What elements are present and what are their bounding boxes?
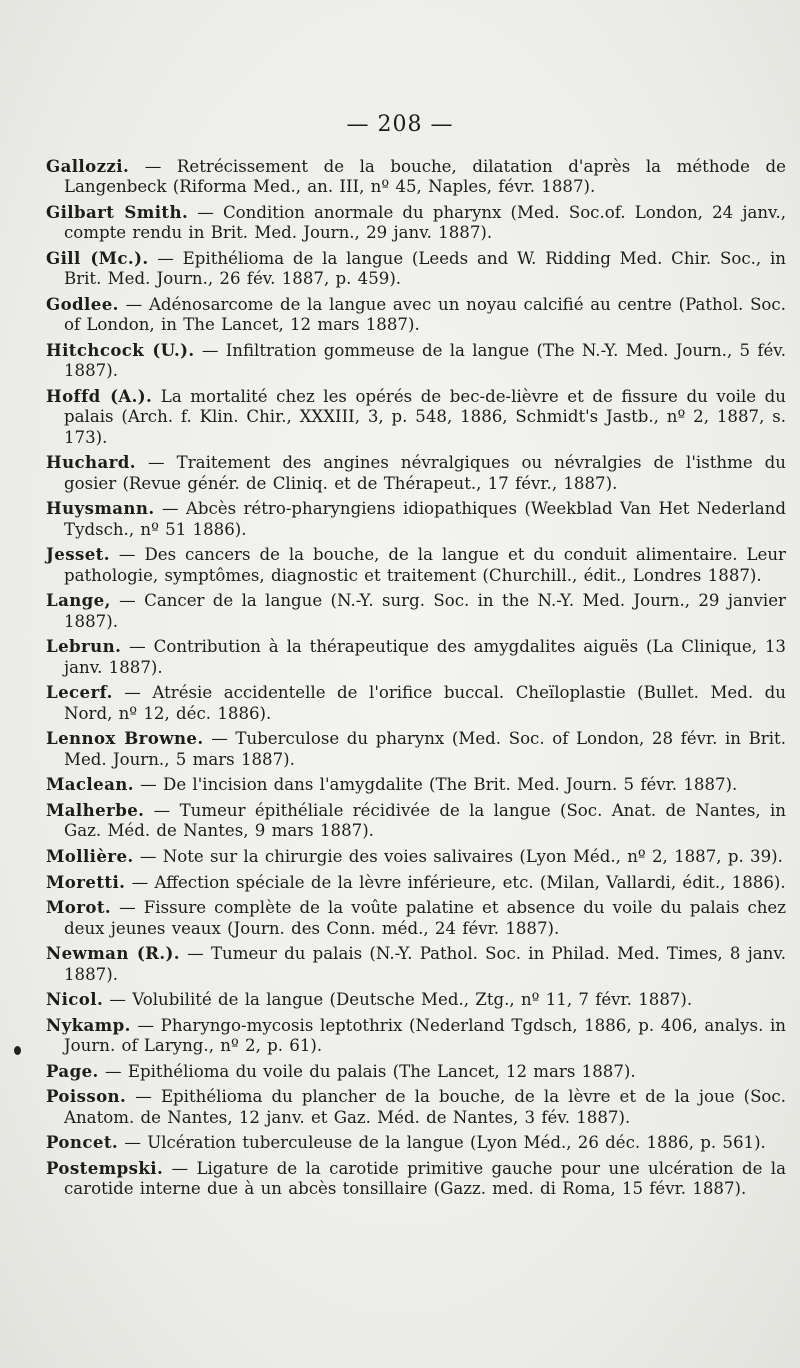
bibliography-entry [46, 498, 786, 540]
entry-text: — Traitement des angines névralgiques ou névralgies de l'isthme du gosier (Revue génér. de Cliniq. et de Thérapeut., 17 févr., 1887). [64, 453, 786, 493]
bibliography-entry [46, 897, 786, 939]
page-number: — 208 — [346, 112, 454, 137]
entry-author: Malherbe. [46, 800, 145, 820]
entry-author: Poisson. [46, 1086, 127, 1107]
bibliography-entry [46, 1086, 786, 1128]
entry-author: Lecerf. [46, 682, 113, 703]
entry-author: Nykamp. [46, 1014, 131, 1035]
bibliography-entry [46, 294, 786, 336]
entry-text: La mortalité chez les opérés de bec-de-lièvre et de fissure du voile du palais (Arch. f. Klin. Chir., XXXIII, 3, p. 548, 1886, Schmidt's Jastb., nº 2, 1887, s. 173). [64, 387, 786, 447]
bibliography-entry [46, 774, 786, 795]
ink-dot [14, 1046, 21, 1055]
entry-text: — Tuberculose du pharynx (Med. Soc. of London, 28 févr. in Brit. Med. Journ., 5 mars 1887). [64, 729, 786, 769]
entry-author: Godlee. [46, 294, 119, 314]
entry-author: Newman (R.). [46, 943, 180, 964]
entry-author: Page. [46, 1060, 99, 1081]
entry-author: Hoffd (A.). [46, 386, 153, 406]
entry-text: — Ulcération tuberculeuse de la langue (Lyon Méd., 26 déc. 1886, p. 561). [118, 1133, 766, 1153]
entry-author: Huchard. [46, 452, 136, 473]
bibliography-entry [46, 682, 786, 724]
entry-text: — Abcès rétro-pharyngiens idiopathiques (Weekblad Van Het Nederland Tydsch., nº 51 1886). [64, 499, 786, 539]
bibliography-entry [46, 989, 786, 1010]
entry-author: Poncet. [46, 1132, 119, 1153]
bibliography-entry [46, 1061, 786, 1082]
bibliography-entry [46, 800, 786, 842]
bibliography-entry [46, 386, 786, 448]
entry-author: Mollière. [46, 846, 134, 866]
entry-text: — Pharyngo-mycosis leptothrix (Nederland Tgdsch, 1886, p. 406, analys. in Journ. of Laryng., nº 2, p. 61). [64, 1015, 786, 1056]
entry-author: Hitchcock (U.). [46, 340, 195, 360]
entry-text: — Cancer de la langue (N.-Y. surg. Soc. in the N.-Y. Med. Journ., 29 janvier 1887). [64, 591, 786, 631]
entry-text: — Condition anormale du pharynx (Med. Soc.of. London, 24 janv., compte rendu in Brit. Med. Journ., 29 janv. 1887). [64, 203, 786, 243]
bibliography-entry [46, 872, 786, 893]
entry-text: — Ligature de la carotide primitive gauche pour une ulcération de la carotide interne due à un abcès tonsillaire (Gazz. med. di Roma, 15 févr. 1887). [64, 1158, 786, 1199]
bibliography-entry [46, 544, 786, 586]
entry-text: — Affection spéciale de la lèvre inférieure, etc. (Milan, Vallardi, édit., 1886). [125, 872, 786, 892]
bibliography-entry [46, 1158, 786, 1200]
entry-author: Lennox Browne. [46, 728, 204, 749]
entry-text: — Tumeur épithéliale récidivée de la langue (Soc. Anat. de Nantes, in Gaz. Méd. de Nantes, 9 mars 1887). [64, 801, 786, 841]
bibliography-list [46, 156, 786, 1204]
bibliography-entry [46, 590, 786, 632]
bibliography-entry [46, 636, 786, 678]
entry-text: — Epithélioma du plancher de la bouche, de la lèvre et de la joue (Soc. Anatom. de Nantes, 12 janv. et Gaz. Méd. de Nantes, 3 fév. 1887). [64, 1087, 786, 1127]
entry-text: — Retrécissement de la bouche, dilatation d'après la méthode de Langenbeck (Riforma Med., an. III, nº 45, Naples, févr. 1887). [64, 157, 786, 197]
entry-text: — Atrésie accidentelle de l'orifice buccal. Cheïloplastie (Bullet. Med. du Nord, nº 12, déc. 1886). [64, 683, 786, 723]
entry-author: Lebrun. [46, 636, 122, 657]
entry-text: — Note sur la chirurgie des voies salivaires (Lyon Méd., nº 2, 1887, p. 39). [133, 847, 783, 866]
entry-author: Jesset. [46, 544, 110, 565]
bibliography-entry [46, 1132, 786, 1153]
entry-text: — Volubilité de la langue (Deutsche Med., Ztg., nº 11, 7 févr. 1887). [103, 990, 693, 1010]
entry-author: Nicol. [46, 989, 104, 1010]
bibliography-entry [46, 202, 786, 244]
entry-author: Lange, [46, 590, 111, 611]
entry-text: — Contribution à la thérapeutique des amygdalites aiguës (La Clinique, 13 janv. 1887). [64, 637, 786, 677]
entry-text: — Epithélioma du voile du palais (The Lancet, 12 mars 1887). [98, 1061, 636, 1081]
bibliography-entry [46, 156, 786, 198]
bibliography-entry [46, 943, 786, 985]
entry-author: Postempski. [46, 1157, 164, 1178]
entry-author: Moretti. [46, 871, 126, 892]
bibliography-entry [46, 1015, 786, 1057]
bibliography-entry [46, 248, 786, 290]
bibliography-entry [46, 452, 786, 494]
entry-text: — Epithélioma de la langue (Leeds and W. Ridding Med. Chir. Soc., in Brit. Med. Journ., 26 fév. 1887, p. 459). [64, 249, 786, 289]
entry-author: Gilbart Smith. [46, 202, 189, 222]
entry-author: Maclean. [46, 774, 134, 795]
entry-text: — Des cancers de la bouche, de la langue et du conduit alimentaire. Leur pathologie, symptômes, diagnostic et traitement (Churchill., édit., Londres 1887). [64, 545, 786, 585]
entry-author: Gill (Mc.). [46, 248, 149, 268]
entry-text: — De l'incision dans l'amygdalite (The Brit. Med. Journ. 5 févr. 1887). [133, 775, 738, 795]
entry-author: Morot. [46, 897, 112, 918]
bibliography-entry [46, 728, 786, 770]
bibliography-entry [46, 340, 786, 382]
entry-text: — Adénosarcome de la langue avec un noyau calcifié au centre (Pathol. Soc. of London, in The Lancet, 12 mars 1887). [64, 295, 786, 335]
entry-text: — Tumeur du palais (N.-Y. Pathol. Soc. in Philad. Med. Times, 8 janv. 1887). [64, 944, 786, 984]
entry-text: — Fissure complète de la voûte palatine et absence du voile du palais chez deux jeunes veaux (Journ. des Conn. méd., 24 févr. 1887). [64, 898, 786, 938]
entry-author: Huysmann. [46, 498, 155, 519]
bibliography-entry [46, 846, 786, 867]
entry-author: Gallozzi. [46, 156, 130, 176]
entry-text: — Infiltration gommeuse de la langue (The N.-Y. Med. Journ., 5 fév. 1887). [64, 341, 786, 381]
